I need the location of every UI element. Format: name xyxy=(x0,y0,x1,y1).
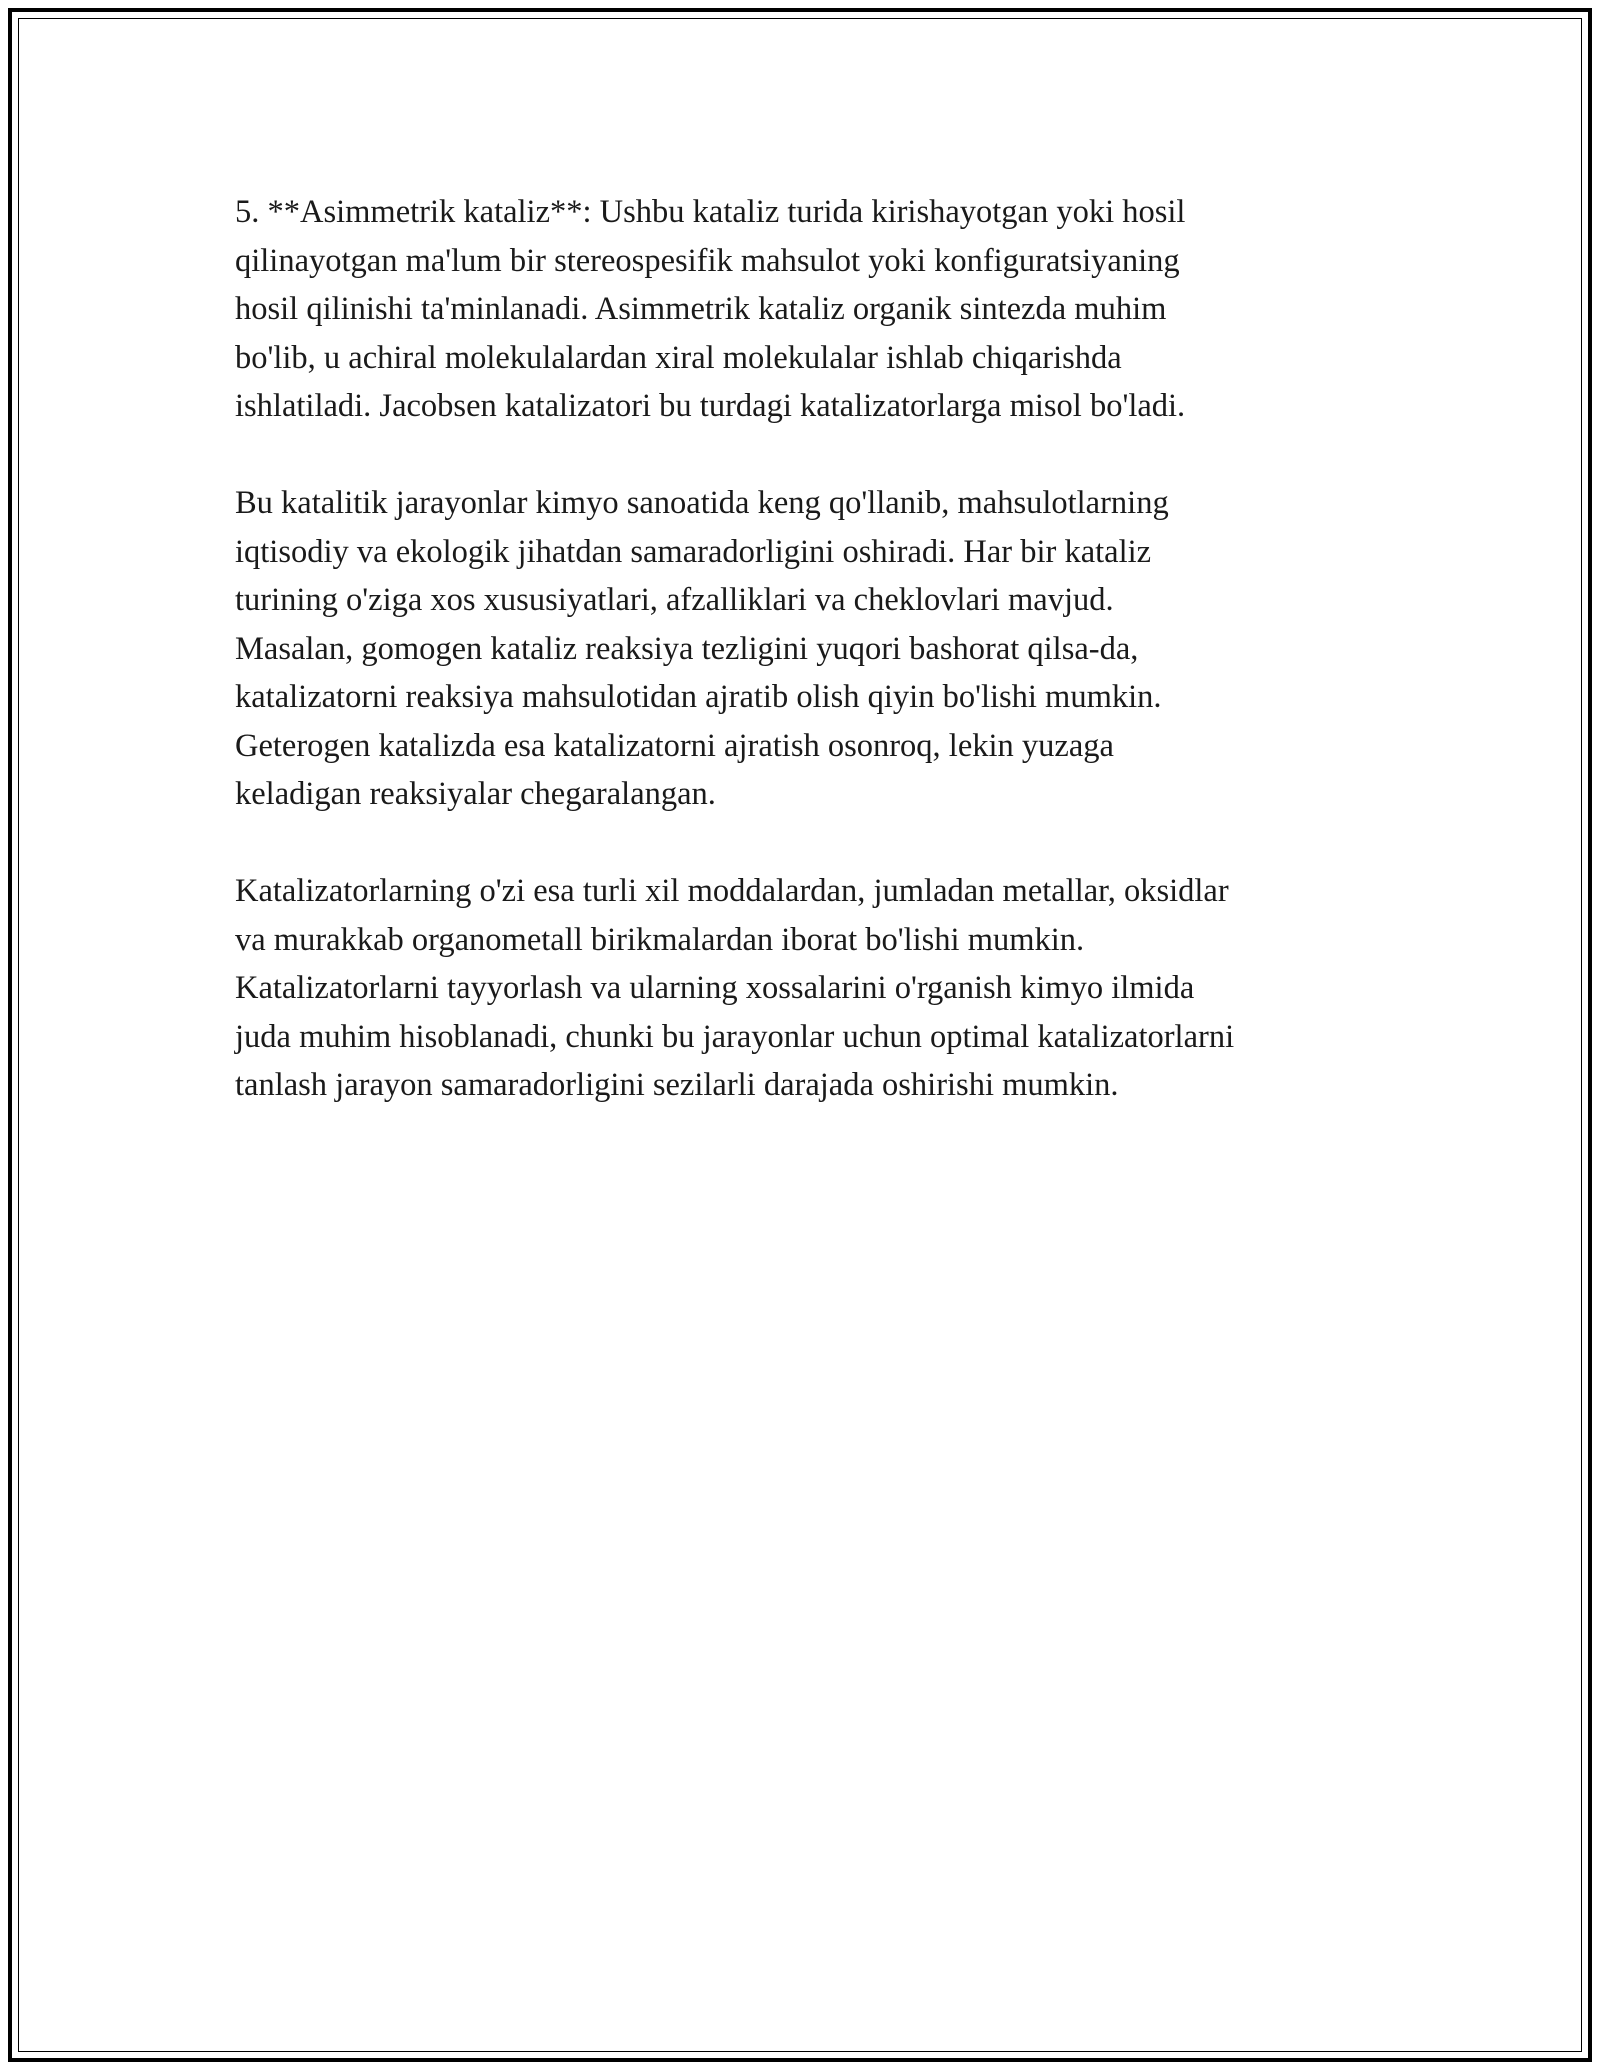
text-line: ishlatiladi. Jacobsen katalizatori bu turdagi katalizatorlarga misol bo'ladi. xyxy=(235,388,1186,424)
text-line: iqtisodiy va ekologik jihatdan samaradorligini oshiradi. Har bir kataliz xyxy=(235,533,1152,570)
text-line: Geterogen katalizda esa katalizatorni ajratish osonroq, lekin yuzaga xyxy=(235,727,1114,764)
text-line: keladigan reaksiyalar chegaralangan. xyxy=(235,776,716,812)
text-line: juda muhim hisoblanadi, chunki bu jarayonlar uchun optimal katalizatorlarni xyxy=(235,1018,1235,1055)
paragraph-asimmetrik-kataliz xyxy=(235,188,1385,431)
text-line: Masalan, gomogen kataliz reaksiya tezligini yuqori bashorat qilsa-da, xyxy=(235,630,1139,667)
text-line: katalizatorni reaksiya mahsulotidan ajratib olish qiyin bo'lishi mumkin. xyxy=(235,679,1162,715)
paragraph-katalizatorlar xyxy=(235,867,1385,1110)
text-line: va murakkab organometall birikmalardan iborat bo'lishi mumkin. xyxy=(235,921,1085,958)
document-body xyxy=(235,188,1385,1158)
text-line: 5. **Asimmetrik kataliz**: Ushbu kataliz turida kirishayotgan yoki hosil xyxy=(235,194,1186,230)
text-line: Katalizatorlarni tayyorlash va ularning xossalarini o'rganish kimyo ilmida xyxy=(235,970,1195,1006)
text-line: Katalizatorlarning o'zi esa turli xil moddalardan, jumladan metallar, oksidlar xyxy=(235,873,1229,909)
text-line: Bu katalitik jarayonlar kimyo sanoatida keng qo'llanib, mahsulotlarning xyxy=(235,485,1169,521)
text-line: tanlash jarayon samaradorligini sezilarli darajada oshirishi mumkin. xyxy=(235,1067,1119,1103)
paragraph-katalitik-jarayonlar xyxy=(235,479,1385,819)
text-line: bo'lib, u achiral molekulalardan xiral molekulalar ishlab chiqarishda xyxy=(235,339,1122,376)
text-line: qilinayotgan ma'lum bir stereospesifik mahsulot yoki konfiguratsiyaning xyxy=(235,242,1180,279)
text-line: hosil qilinishi ta'minlanadi. Asimmetrik kataliz organik sintezda muhim xyxy=(235,291,1167,327)
text-line: turining o'ziga xos xususiyatlari, afzalliklari va cheklovlari mavjud. xyxy=(235,582,1114,618)
